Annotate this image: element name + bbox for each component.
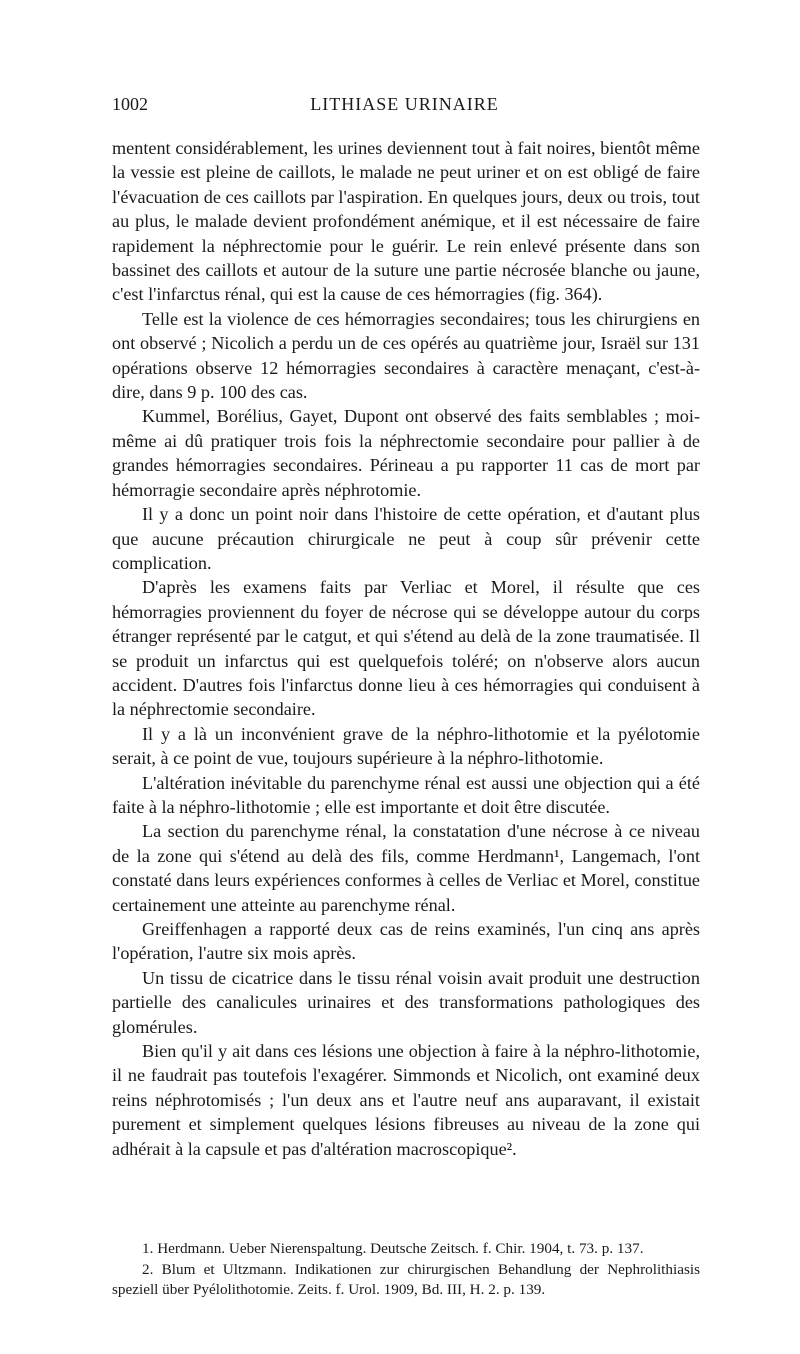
paragraph: La section du parenchyme rénal, la constatation d'une nécrose à ce niveau de la zone qui s'étend au delà des fils, comme Herdmann¹, Langemach, l'ont constaté dans leurs expériences conformes à celles de Verliac et Morel, constitue certainement une atteinte au parenchyme rénal. (112, 821, 700, 915)
footnotes (112, 1239, 700, 1301)
page-number: 1002 (112, 94, 148, 114)
running-title: LITHIASE URINAIRE (310, 94, 499, 114)
paragraph: Greiffenhagen a rapporté deux cas de reins examinés, l'un cinq ans après l'opération, l'autre six mois après. (112, 919, 700, 964)
paragraph: L'altération inévitable du parenchyme rénal est aussi une objection qui a été faite à la néphro-lithotomie ; elle est importante et doit être discutée. (112, 772, 700, 817)
paragraph: Bien qu'il y ait dans ces lésions une objection à faire à la néphro-lithotomie, il ne faudrait pas toutefois l'exagérer. Simmonds et Nicolich, ont examiné deux reins néphrotomisés ; l'un deux ans et l'autre neuf ans auparavant, il existait purement et simplement quelques lésions fibreuses au niveau de la zone qui adhérait à la capsule et pas d'altération macroscopique². (112, 1041, 700, 1159)
body-text (112, 136, 700, 1161)
paragraph: Un tissu de cicatrice dans le tissu rénal voisin avait produit une destruction partielle des canalicules urinaires et des transformations pathologiques des glomérules. (112, 967, 700, 1037)
paragraph: Il y a là un inconvénient grave de la néphro-lithotomie et la pyélotomie serait, à ce point de vue, toujours supérieure à la néphro-lithotomie. (112, 723, 700, 769)
page-header (112, 94, 697, 118)
paragraph: D'après les examens faits par Verliac et Morel, il résulte que ces hémorragies proviennent du foyer de nécrose qui se développe autour du corps étranger représenté par le catgut, et qui s'étend au delà de la zone traumatisée. Il se produit un infarctus qui est quelquefois toléré; on n'observe alors aucun accident. D'autres fois l'infarctus donne lieu à ces hémorragies qui conduisent à la néphrectomie secondaire. (112, 577, 700, 720)
footnote: 2. Blum et Ultzmann. Indikationen zur chirurgischen Behandlung der Nephrolithiasis speziell über Pyélolithotomie. Zeits. f. Urol. 1909, Bd. III, H. 2. p. 139. (112, 1260, 700, 1298)
paragraph: mentent considérablement, les urines deviennent tout à fait noires, bientôt même la vessie est pleine de caillots, le malade ne peut uriner et on est obligé de faire l'évacuation de ces caillots par l'aspiration. En quelques jours, deux ou trois, tout au plus, le malade devient profondément anémique, et il est nécessaire de faire rapidement la néphrectomie pour le guérir. Le rein enlevé présente dans son bassinet des caillots et autour de la suture une partie nécrosée blanche ou jaune, c'est l'infarctus rénal, qui est la cause de ces hémorragies (fig. 364). (112, 138, 700, 305)
paragraph: Kummel, Borélius, Gayet, Dupont ont observé des faits semblables ; moi-même ai dû pratiquer trois fois la néphrectomie secondaire pour pallier à de grandes hémorragies secondaires. Périneau a pu rapporter 11 cas de mort par hémorragie secondaire après néphrotomie. (112, 406, 700, 500)
paragraph: Il y a donc un point noir dans l'histoire de cette opération, et d'autant plus que aucune précaution chirurgicale ne peut à coup sûr prévenir cette complication. (112, 504, 700, 573)
footnote: 1. Herdmann. Ueber Nierenspaltung. Deutsche Zeitsch. f. Chir. 1904, t. 73. p. 137. (142, 1240, 644, 1257)
paragraph: Telle est la violence de ces hémorragies secondaires; tous les chirurgiens en ont observé ; Nicolich a perdu un de ces opérés au quatrième jour, Israël sur 131 opérations observe 12 hémorragies secondaires à caractère menaçant, c'est-à-dire, dans 9 p. 100 des cas. (112, 308, 700, 403)
